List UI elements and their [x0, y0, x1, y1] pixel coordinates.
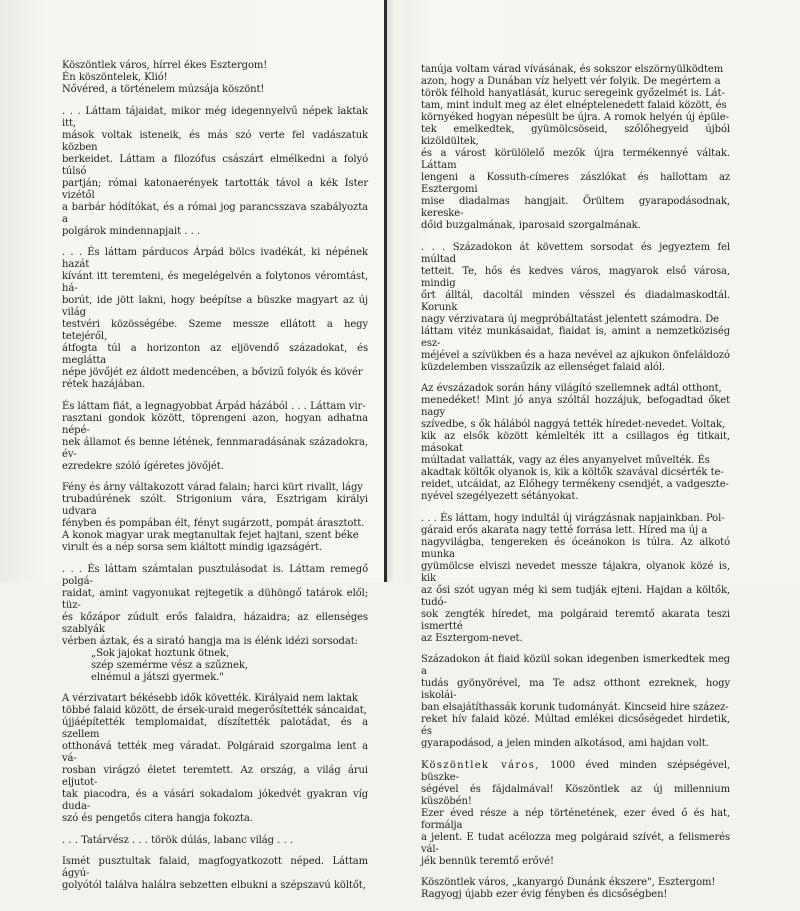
right-paragraph-4: . . . És láttam, hogy indultál új virágzásnak napjainkban. Pol- gáraid erős akarata nagy tetté forrása lett. Híred ma új a nagyvilágba, tengereken és óceánokon is túlra. Az alkotó munka gyümölcse elviszi nevedet messze tájakra, olyanok közé is, kik az ősi szót ugyan még ki sem tudják ejteni. Hajdan a költők, tudó- sok zengték híredet, ma polgáraid teremtő akarata teszi ismertté az Esztergom-nevet.: [421, 512, 730, 644]
right-paragraph-5: Századokon át fiaid közül sokan idegenben ismerkedtek meg a tudás gyönyörével, ma Te adsz otthont ezreknek, hogy iskolái- ban elsajátíthassák korunk tudományát. Kincseid hire százez- reket hív falaid közé. Múltad emlékei dicsőségedet hirdetik, és gyarapodásod, a jelen minden alkotásod, ami hajdan volt.: [421, 654, 730, 749]
left-paragraph-7: A vérzivatart békésebb idők követték. Királyaid nem laktak többé falaid között, de érsek-uraid megerősítették sáncaidat, újjáépítették templomaidat, díszítették palotádat, és a szellem otthonává tették meg váradat. Polgáraid szorgalma lent a vá- rosban virágzó életet teremtett. Az ország, a világ árui eljutot- tak piacodra, és a vásári sokadalom jókedvét gyakran víg duda- szó és pengetős citera hangja fokozta.: [62, 693, 368, 824]
right-page-column: [421, 64, 730, 911]
left-paragraph-3: . . . És láttam párducos Árpád bölcs ivadékát, ki népének hazát kívánt itt teremteni, és megelégelvén a folytonos véromtást, há- borút, ide jött lakni, hogy beépítse a büszke magyart az új világ testvéri közösségébe. Szeme messze ellátott a hegy tetejéről, átfogta túl a horizonton az eljövendő századokat, és meglátta népe jövőjét ez áldott medencében, a bővizű folyók és kövér rétek hazájában.: [62, 247, 368, 390]
poem-line-2: szép szemérme vész a szűznek,: [91, 659, 248, 671]
left-page-column: [62, 60, 368, 902]
poem-line-1: „Sok jajokat hoztunk ötnek,: [91, 647, 230, 659]
closing-paragraph: Köszöntlek város, „kanyargó Dunánk ékszere", Esztergom! Ragyogj újabb ezer évig fényben és dicsőségben!: [421, 877, 716, 900]
left-paragraph-8: . . . Tatárvész . . . török dúlás, labanc világ . . .: [62, 834, 294, 846]
page-gutter-shadow: [387, 0, 395, 582]
right-paragraph-3: Az évszázadok során hány világító szellemnek adtál otthont, menedéket! Mint jó anya szóltál hozzájuk, befogadtad őket nagy szívedbe, s ők hálából naggyá tették híredet-nevedet. Voltak, kik az elsők között kémlelték itt a csillagos ég titkait, másokat múltadat vallatták, vagy az éles anyanyelvet művelték. És akadtak költők olyanok is, kik a költők szavával dicsérték te- reidet, utcáidat, az Előhegy termékeny csendjét, a vadgeszte- nyével szegélyezett sétányokat.: [421, 383, 730, 502]
left-paragraph-9: Ismét pusztultak falaid, magfogyatkozott néped. Láttam ágyú- golyótól találva halálra sebzetten elbukni a szépszavú költőt,: [62, 856, 368, 891]
left-paragraph-6: . . . És láttam számtalan pusztulásodat is. Láttam remegő polgá- raidat, amint vagyonukat rejtegetik a dühöngő tatárok elől; tüz- és kőzápor zúdult erős falaidra, házaidra; az ellenséges szablyák vérben áztak, és a sirató hangja ma is élénk idézi sorsodat:: [62, 563, 368, 647]
left-paragraph-2: . . . Láttam tájaidat, mikor még idegennyelvű népek laktak itt, mások voltak isteneik, és más szó verte fel vadászatuk közben berkeidet. Láttam a filozófus császárt elmélkedni a folyó túlsó partján; római katonaerények tartották távol a kék Ister vizétől a barbár hódítókat, és a római jog parancsszava szabályozta a polgárok mindennapjait . . .: [62, 105, 368, 237]
poem-quote: [62, 648, 368, 684]
spaced-greeting: Köszöntlek város,: [421, 759, 540, 771]
right-paragraph-6: [421, 760, 730, 868]
left-paragraph-1: Köszöntlek város, hírrel ékes Esztergom! Én köszöntelek, Klió! Nővéred, a történelem múzsája köszönt!: [62, 60, 268, 95]
left-paragraph-4: És láttam fiát, a legnagyobbat Árpád házából . . . Láttam vir- rasztani gondok között, töprengeni azon, hogyan adhatna népé- nek államot és benne létének, fennmaradásának századokra, év- ezredekre szóló ígéretes jövőjét.: [62, 400, 368, 472]
poem-line-3: elnémul a játszi gyermek.": [91, 671, 224, 683]
right-paragraph-2: . . . Századokon át követtem sorsodat és jegyeztem fel múltad tetteit. Te, hős és kedves város, magyarok első városa, mindig őrt álltál, dacoltál minden vésszel és diadalmaskodtál. Korunk nagy vérzivatara új megpróbáltatást jelentett számodra. De láttam vitéz munkásaidat, fiaidat is, amint a nemzetköziség esz- méjével a szívükben és a haza nevével az ajkukon önfeláldozó küzdelemben visszaűzik az ellenséget falaid alól.: [421, 241, 730, 373]
right-paragraph-6-rest: 1000 éved minden szépségével, büszke- ségével és fájdalmával! Köszöntlek az új millennium küszöbén! Ezer éved része a nép történetének, ezer éved ő és hat, formálja a jelent. E tudat acélozza meg polgáraid szívét, a felismerés vál- jék bennük teremtő erővé!: [421, 759, 731, 867]
right-paragraph-1: tanúja voltam várad vívásának, és sokszor elszörnyülködtem azon, hogy a Dunában víz helyett vér folyik. De megértem a török félhold hanyatlását, kuruc seregeink győzelmét is. Lát- tam, mint indult meg az élet elnéptelenedett falaid között, és környéked hogyan népesült be újra. A romok helyén új épüle- tek emelkedtek, gyümölcsöseid, szőlőhegyeid újból kizöldültek, és a várost körülölelő mezők újra termékennyé váltak. Láttam lengeni a Kossuth-címeres zászlókat és hallottam az Esztergomi mise diadalmas hangjait. Örültem gyarapodásodnak, kereske- dőid buzgalmának, iparosaid szorgalmának.: [421, 64, 730, 231]
left-paragraph-5: Fény és árny váltakozott várad falain; harci kürt rivallt, lágy trubadúrének szólt. Strigonium vára, Esztrigam királyi udvara fényben és pompában élt, fényt sugárzott, pompát árasztott. A konok magyar urak megtanultak fejet hajtani, szent béke virult és a nép sorsa sem kiáltott mindig igazságért.: [62, 482, 368, 553]
